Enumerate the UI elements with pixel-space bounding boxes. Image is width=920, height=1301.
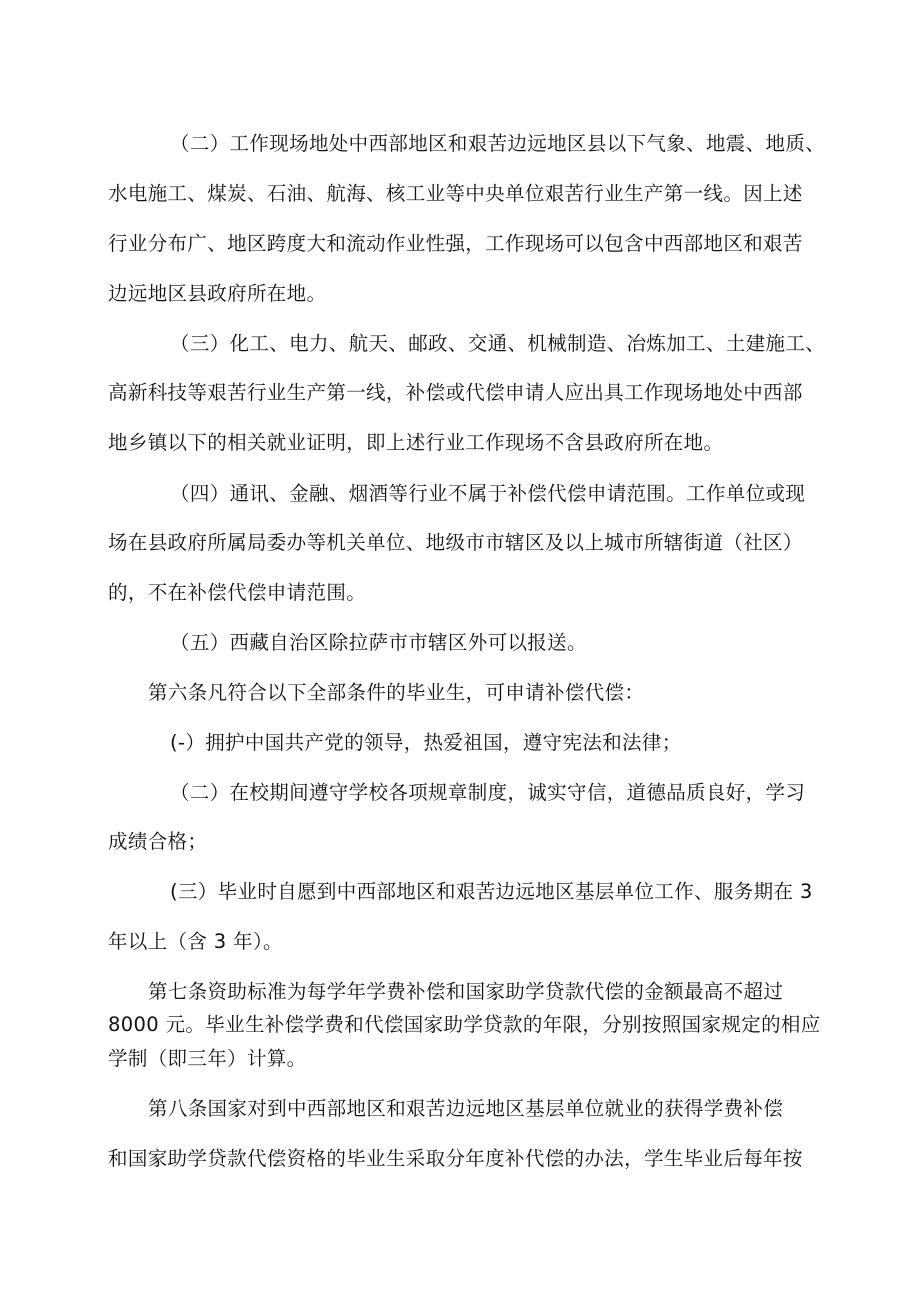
section-heading: 第六条凡符合以下全部条件的毕业生，可申请补偿代偿： [148,681,645,704]
section-heading: 第八条国家对到中西部地区和艰苦边远地区基层单位就业的获得学费补偿 [148,1097,784,1120]
text-line: 场在县政府所属局委办等机关单位、地级市市辖区及以上城市所辖街道（社区） [108,531,803,554]
text-line: 水电施工、煤炭、石油、航海、核工业等中央单位艰苦行业生产第一线。因上述 [108,182,803,205]
text-line: 和国家助学贷款代偿资格的毕业生采取分年度补代偿的办法，学生毕业后每年按 [108,1147,803,1170]
section-heading: 第七条资助标准为每学年学费补偿和国家助学贷款代偿的金额最高不超过 [148,980,784,1003]
text-line: 高新科技等艰苦行业生产第一线，补偿或代偿申请人应出具工作现场地处中西部 [108,381,803,404]
text-line: 年以上（含 3 年）。 [108,930,283,953]
text-line: （五）西藏自治区除拉萨市市辖区外可以报送。 [170,631,587,654]
text-line: 地乡镇以下的相关就业证明，即上述行业工作现场不含县政府所在地。 [108,431,724,454]
text-line: （三）化工、电力、航天、邮政、交通、机械制造、冶炼加工、土建施工、 [170,332,826,355]
text-line: 边远地区县政府所在地。 [108,282,327,305]
text-line: 行业分布广、地区跨度大和流动作业性强，工作现场可以包含中西部地区和艰苦 [108,232,803,255]
text-line: 成绩合格； [108,830,208,853]
text-line: 8000 元。毕业生补偿学费和代偿国家助学贷款的年限，分别按照国家规定的相应 [108,1013,821,1036]
text-line: （二）在校期间遵守学校各项规章制度，诚实守信，道德品质良好，学习 [170,781,806,804]
text-line: （二）工作现场地处中西部地区和艰苦边远地区县以下气象、地震、地质、 [170,132,826,155]
text-line: (三）毕业时自愿到中西部地区和艰苦边远地区基层单位工作、服务期在 3 [170,880,813,903]
text-line: (-）拥护中国共产党的领导，热爱祖国，遵守宪法和法律； [170,731,682,754]
text-line: 的，不在补偿代偿申请范围。 [108,581,367,604]
text-line: （四）通讯、金融、烟酒等行业不属于补偿代偿申请范围。工作单位或现 [170,482,806,505]
text-line: 学制（即三年）计算。 [108,1047,307,1070]
